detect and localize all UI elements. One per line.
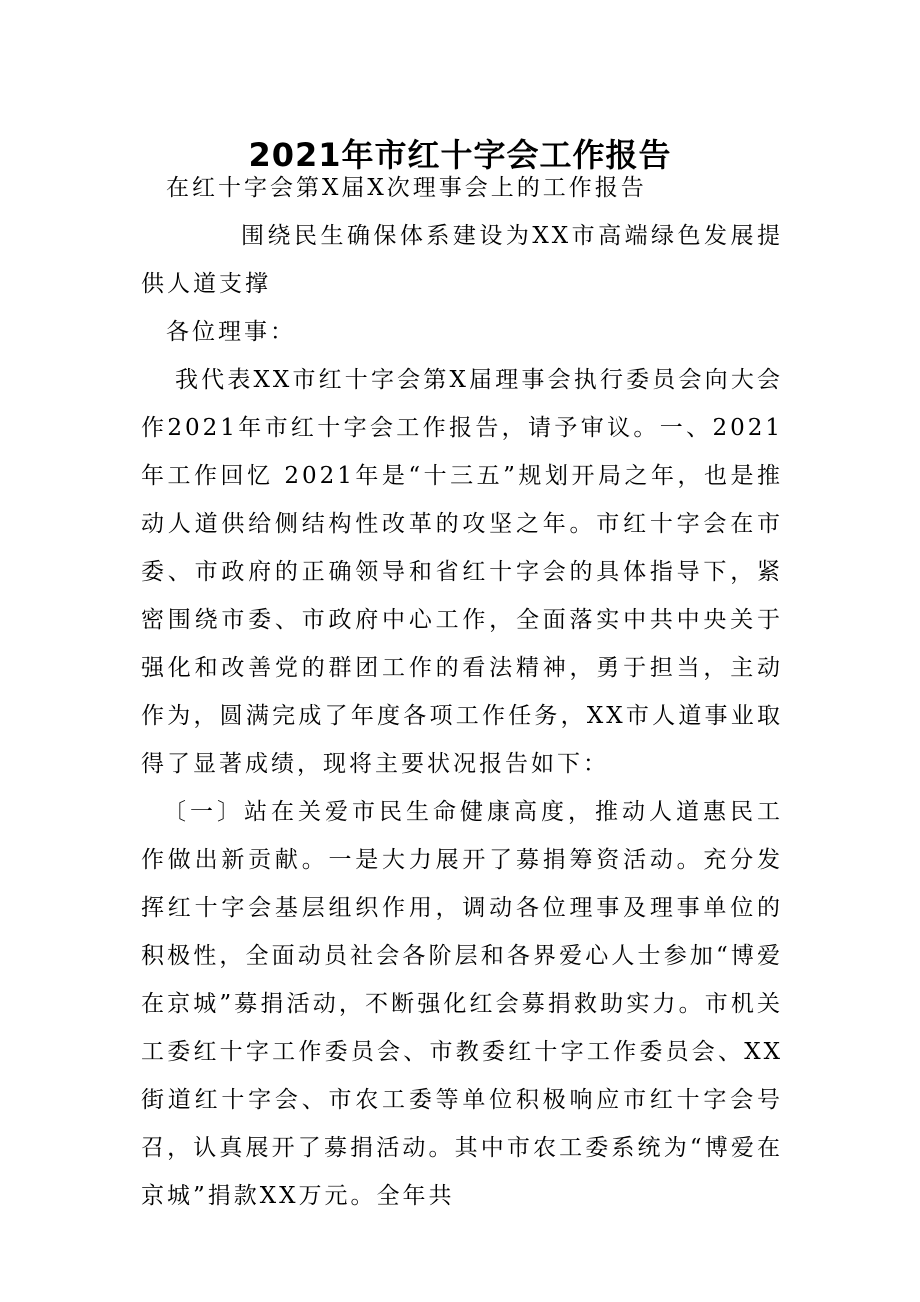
greeting: 各位理事： [166, 319, 296, 345]
body-paragraph: 我代表XX市红十字会第X届理事会执行委员会向大会作2021年市红十字会工作报告，请予审议。一、2021年工作回忆 2021年是“十三五”规划开局之年，也是推动人道供给侧结构性改革的攻坚之年。市红十字会在市委、市政府的正确领导和省红十字会的具体指导下，紧密围绕市委、市政府中心工作，全面落实中共中央关于强化和改善党的群团工作的看法精神，勇于担当，主动作为，圆满完成了年度各项工作任务，XX市人道事业取得了显著成绩，现将主要状况报告如下： [141, 367, 783, 777]
document-title: 2021年市红十字会工作报告 [248, 136, 672, 175]
report-theme: 围绕民生确保体系建设为XX市高端绿色发展提供人道支撑 [141, 223, 783, 297]
report-subtitle: 在红十字会第X届X次理事会上的工作报告 [166, 175, 647, 201]
body-paragraph: 〔一〕站在关爱市民生命健康高度，推动人道惠民工作做出新贡献。一是大力展开了募捐筹资活动。充分发挥红十字会基层组织作用，调动各位理事及理事单位的积极性，全面动员社会各阶层和各界爱心人士参加“博爱在京城”募捐活动，不断强化红会募捐救助实力。市机关工委红十字工作委员会、市教委红十字工作委员会、XX街道红十字会、市农工委等单位积极响应市红十字会号召，认真展开了募捐活动。其中市农工委系统为“博爱在京城”捐款XX万元。全年共 [141, 799, 783, 1209]
